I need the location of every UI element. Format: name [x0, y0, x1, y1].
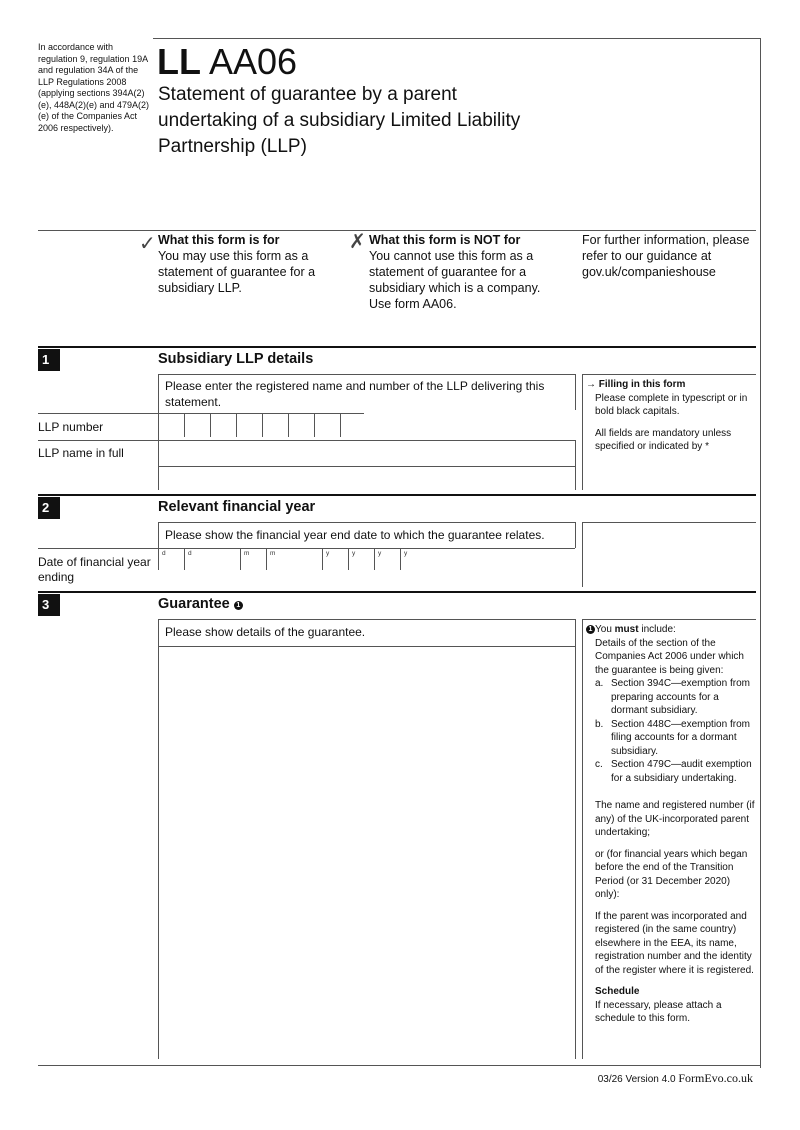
footer — [598, 1071, 753, 1086]
side3-item-marker: a. — [595, 678, 604, 689]
section1-top-line — [158, 374, 575, 375]
top-border — [153, 38, 761, 39]
section3-right-line — [575, 619, 576, 1059]
date-month-box[interactable]: m — [266, 548, 288, 570]
llp-number-label: LLP number — [38, 420, 104, 434]
form-for-block — [158, 232, 333, 296]
side3-details: Details of the section of the Companies Act 2006 under which the guarantee is being given: — [595, 637, 744, 676]
date-year-box[interactable]: y — [322, 548, 344, 570]
side3-intro — [586, 623, 756, 637]
llp-name-label: LLP name in full — [38, 446, 124, 460]
date-month-box[interactable]: m — [240, 548, 262, 570]
side2-left — [582, 522, 583, 587]
llp-name-field-line2[interactable] — [159, 467, 575, 491]
footer-brand: FormEvo.co.uk — [678, 1071, 753, 1085]
section2-instruction: Please show the financial year end date to which the guarantee relates. — [165, 528, 545, 542]
side1-text1: Please complete in typescript or in bold black capitals. — [595, 392, 748, 417]
side3-intro-pre: You — [595, 624, 615, 635]
llp-number-box[interactable] — [340, 413, 362, 437]
schedule-text: If necessary, please attach a schedule to this form. — [595, 999, 722, 1024]
checkmark-icon: ✓ — [139, 233, 156, 255]
section1-number: 1 — [38, 349, 60, 371]
note-marker-icon: 1 — [234, 601, 243, 610]
side1-heading-row — [586, 378, 754, 392]
llp-name-right-line — [575, 440, 576, 490]
date-year-box[interactable]: y — [400, 548, 422, 570]
side1-panel — [586, 378, 754, 454]
section3-instruction: Please show details of the guarantee. — [165, 625, 366, 639]
side3-item-text: Section 394C—exemption from preparing accounts for a dormant subsidiary. — [611, 678, 750, 716]
section1-right-line — [575, 374, 576, 410]
side1-heading: Filling in this form — [598, 379, 686, 390]
side3-item-text: Section 479C—audit exemption for a subsidiary undertaking. — [611, 759, 752, 784]
side3-para3: If the parent was incorporated and registered (in the same country) elsewhere in the EEA, its name, registration number and the identity of the register where it is registered. — [595, 910, 754, 976]
side2-top — [582, 522, 756, 523]
legal-note: In accordance with regulation 9, regulation 19A and regulation 34A of the LLP Regulations 2008 (applying sections 394A(2)(e), 448A(2)(e) and 479A(2)(e) of the Companies Act 2006 respectively). — [38, 42, 150, 133]
section3-rule — [38, 591, 756, 593]
arrow-right-icon: → — [586, 379, 596, 390]
llp-number-box[interactable] — [236, 413, 258, 437]
section3-top-line — [158, 619, 575, 620]
section1-title: Subsidiary LLP details — [158, 351, 314, 367]
section2-number: 2 — [38, 497, 60, 519]
note-marker-icon: 1 — [586, 625, 595, 634]
right-border — [760, 38, 761, 1068]
side3-intro-post: include: — [638, 624, 676, 635]
side3-left — [582, 619, 583, 1059]
section3-title-row — [158, 596, 243, 612]
form-code: AA06 — [209, 41, 298, 82]
side3-item-marker: c. — [595, 759, 603, 770]
form-id — [157, 40, 297, 84]
side3-intro-bold: must — [614, 624, 639, 635]
side3-item — [586, 758, 756, 785]
date-year-box[interactable]: y — [374, 548, 396, 570]
section3-title: Guarantee — [158, 596, 230, 612]
side3-panel — [586, 623, 756, 1026]
side1-left — [582, 374, 583, 490]
side3-para2: or (for financial years which began before the end of the Transition Period (or 31 December 2020) only): — [595, 848, 748, 900]
side3-item-text: Section 448C—exemption from filing accounts for a dormant subsidiary. — [611, 718, 750, 757]
section2-left-line — [158, 522, 159, 548]
financial-year-date-label: Date of financial year ending — [38, 555, 151, 584]
footer-rule — [38, 1065, 761, 1066]
side3-item — [586, 677, 756, 718]
llp-number-box[interactable] — [314, 413, 336, 437]
section2-right-line — [575, 522, 576, 548]
side1-top — [582, 374, 756, 375]
llp-number-box[interactable] — [262, 413, 284, 437]
form-for-text: You may use this form as a statement of guarantee for a subsidiary LLP. — [158, 249, 316, 295]
section2-rule — [38, 494, 756, 496]
date-year-box[interactable]: y — [348, 548, 370, 570]
side3-top — [582, 619, 756, 620]
side3-para1: The name and registered number (if any) of the UK-incorporated parent undertaking; — [595, 800, 755, 838]
guarantee-details-textarea[interactable] — [159, 647, 575, 1059]
side1-text2: All fields are mandatory unless specified or indicated by * — [595, 427, 732, 452]
side3-item — [586, 718, 756, 759]
form-title: Statement of guarantee by a parent undertaking of a subsidiary Limited Liability Partnership (LLP) — [158, 84, 521, 157]
further-info: For further information, please refer to our guidance at gov.uk/companieshouse — [582, 233, 750, 279]
section3-number: 3 — [38, 594, 60, 616]
footer-version: 03/26 Version 4.0 — [597, 1074, 676, 1085]
cross-icon: ✗ — [349, 231, 366, 253]
date-day-box[interactable]: d — [158, 548, 180, 570]
form-not-for-text: You cannot use this form as a statement of guarantee for a subsidiary which is a company. Use form AA06. — [369, 249, 541, 311]
side3-item-marker: b. — [595, 718, 604, 730]
section2-date-topline — [38, 548, 575, 549]
llp-number-box[interactable] — [158, 413, 180, 437]
form-not-for-block — [369, 232, 549, 312]
form-prefix: LL — [157, 41, 201, 82]
schedule-heading: Schedule — [595, 986, 640, 997]
date-day-box[interactable]: d — [184, 548, 206, 570]
llp-number-box[interactable] — [184, 413, 206, 437]
section2-top-line — [158, 522, 575, 523]
llp-number-box[interactable] — [288, 413, 310, 437]
form-for-heading: What this form is for — [158, 233, 280, 247]
section1-instruction: Please enter the registered name and number of the LLP delivering this statement. — [165, 379, 545, 409]
llp-number-box[interactable] — [210, 413, 232, 437]
llp-name-field-line1[interactable] — [159, 441, 575, 467]
form-not-for-heading: What this form is NOT for — [369, 233, 521, 247]
section1-rule — [38, 346, 756, 348]
section2-title: Relevant financial year — [158, 499, 316, 515]
